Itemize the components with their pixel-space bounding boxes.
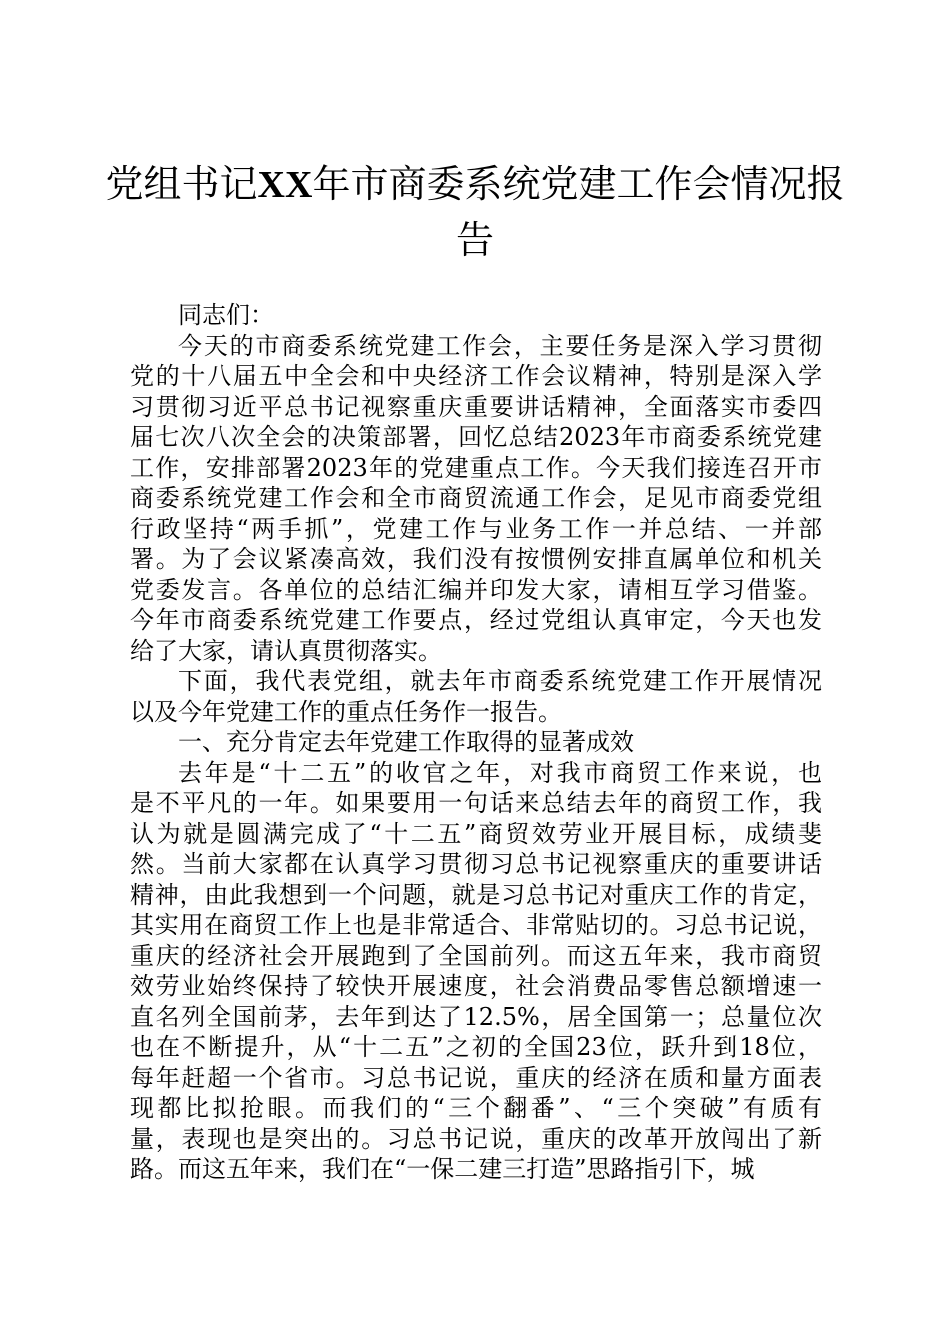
paragraph-line: 认为就是圆满完成了“十二五”商贸效劳业开展目标，成绩斐 — [130, 819, 822, 848]
paragraph-line: 署。为了会议紧凑高效，我们没有按惯例安排直属单位和机关 — [130, 545, 822, 573]
title-suffix: 年市商委系统党建工作会情况报 — [312, 162, 845, 206]
paragraph-line: 去年是“十二五”的收官之年，对我市商贸工作来说，也 — [178, 758, 822, 787]
section-heading: 一、充分肯定去年党建工作取得的显著成效 — [178, 728, 634, 756]
paragraph-line: 效劳业始终保持了较快开展速度，社会消费品零售总额增速一 — [130, 972, 822, 1000]
paragraph-line: 给了大家，请认真贯彻落实。 — [130, 636, 442, 665]
paragraph-line: 其实用在商贸工作上也是非常适合、非常贴切的。习总书记说， — [130, 911, 822, 939]
paragraph-line: 直名列全国前茅，去年到达了12.5%，居全国第一；总量位次 — [130, 1002, 822, 1031]
paragraph-line: 同志们： — [178, 301, 274, 329]
paragraph-line: 今天的市商委系统党建工作会，主要任务是深入学习贯彻 — [178, 331, 822, 360]
paragraph-line: 每年赶超一个省市。习总书记说，重庆的经济在质和量方面表 — [130, 1063, 822, 1092]
paragraph-line: 届七次八次全会的决策部署，回忆总结2023年市商委系统党建 — [130, 423, 822, 451]
document-body — [130, 300, 822, 1185]
paragraph-line: 下面，我代表党组，就去年市商委系统党建工作开展情况 — [178, 667, 822, 695]
paragraph-line: 工作，安排部署2023年的党建重点工作。今天我们接连召开市 — [130, 453, 822, 482]
paragraph-line: 也在不断提升，从“十二五”之初的全国23位，跃升到18位， — [130, 1033, 822, 1061]
paragraph-line: 以及今年党建工作的重点任务作一报告。 — [130, 697, 562, 726]
paragraph-line: 精神，由此我想到一个问题，就是习总书记对重庆工作的肯定， — [130, 880, 822, 909]
paragraph-line: 重庆的经济社会开展跑到了全国前列。而这五年来，我市商贸 — [130, 941, 822, 970]
title-year-placeholder: XX — [257, 164, 313, 206]
paragraph-line: 今年市商委系统党建工作要点，经过党组认真审定，今天也发 — [130, 606, 822, 634]
document-title-continued: 告 — [455, 218, 494, 262]
document-title — [100, 162, 850, 207]
paragraph-line: 现都比拟抢眼。而我们的“三个翻番”、“三个突破”有质有 — [130, 1094, 822, 1122]
paragraph-line: 习贯彻习近平总书记视察重庆重要讲话精神，全面落实市委四 — [130, 392, 822, 421]
title-prefix: 党组书记 — [105, 162, 258, 206]
paragraph-line: 然。当前大家都在认真学习贯彻习总书记视察重庆的重要讲话 — [130, 850, 822, 878]
paragraph-line: 商委系统党建工作会和全市商贸流通工作会，足见市商委党组 — [130, 484, 822, 512]
paragraph-line: 路。而这五年来，我们在“一保二建三打造”思路指引下，城 — [130, 1155, 755, 1183]
paragraph-line: 是不平凡的一年。如果要用一句话来总结去年的商贸工作，我 — [130, 789, 822, 817]
paragraph-line: 党委发言。各单位的总结汇编并印发大家，请相互学习借鉴。 — [130, 575, 822, 604]
paragraph-line: 党的十八届五中全会和中央经济工作会议精神，特别是深入学 — [130, 362, 822, 390]
paragraph-line: 行政坚持“两手抓”，党建工作与业务工作一并总结、一并部 — [130, 514, 822, 543]
paragraph-line: 量，表现也是突出的。习总书记说，重庆的改革开放闯出了新 — [130, 1124, 822, 1153]
